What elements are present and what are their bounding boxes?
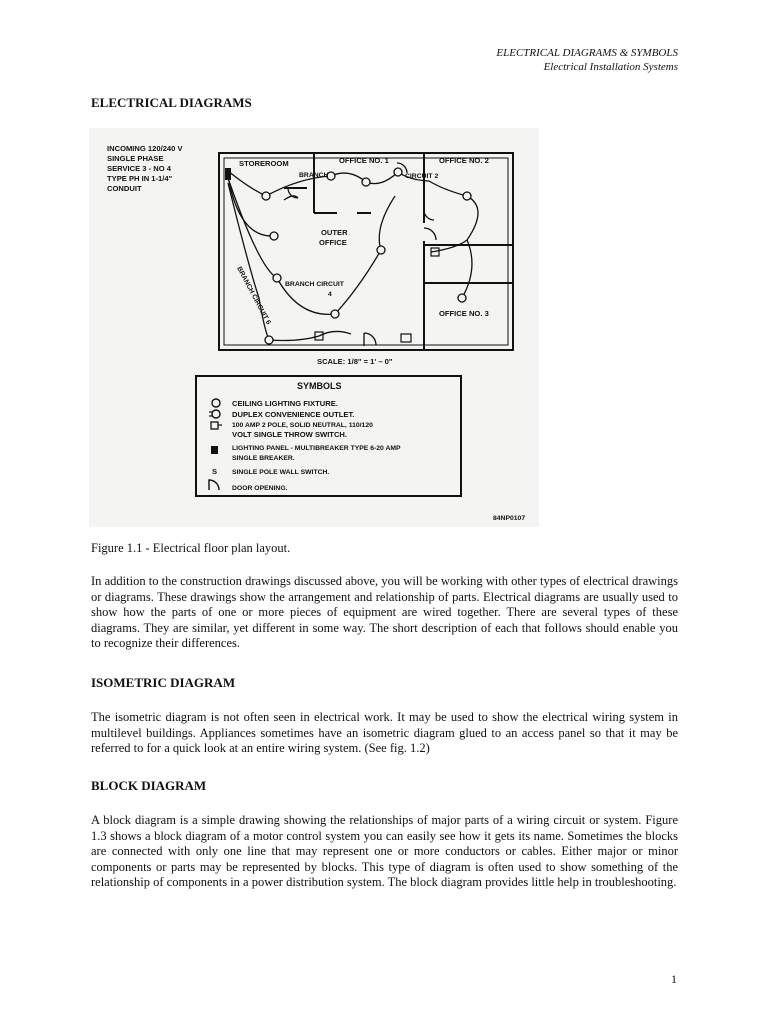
running-header-subtitle: Electrical Installation Systems	[543, 61, 678, 73]
paragraph-isometric: The isometric diagram is not often seen in electrical work. It may be used to show the electrical wiring system in multilevel buildings. Appliances sometimes have an isometric diagram glued to an access panel so that it may be referred to for a quick look at an entire wiring system. (See fig. 1.2)	[91, 710, 678, 756]
incoming-service-line-2: SINGLE PHASE	[107, 154, 164, 163]
room-label-storeroom: STOREROOM	[239, 159, 289, 168]
lighting-panel-icon	[211, 446, 218, 454]
paragraph-intro: In addition to the construction drawings discussed above, you will be working with other types of electrical drawings or diagrams. These drawings show the arrangement and relationship of parts. Electrical diagrams are usually used to show how the parts of one or more pieces of equipment are wired together. There are several types of these diagrams. They are similar, yet different in some way. The short description of each that follows should enable you to recognize their differences.	[91, 574, 678, 651]
incoming-service-line-3: SERVICE 3 - NO 4	[107, 164, 172, 173]
floor-plan-figure	[89, 128, 539, 527]
room-label-office-3: OFFICE NO. 3	[439, 309, 489, 318]
branch-circuit-4-number: 4	[328, 291, 332, 298]
symbol-door-opening: DOOR OPENING.	[232, 485, 288, 492]
incoming-service-line-1: INCOMING 120/240 V	[107, 144, 183, 153]
symbol-lighting-panel-line-2: SINGLE BREAKER.	[232, 455, 295, 462]
room-label-office-2: OFFICE NO. 2	[439, 156, 489, 165]
symbol-lighting-panel-line-1: LIGHTING PANEL - MULTIBREAKER TYPE 6-20 AMP	[232, 445, 401, 452]
room-label-office-1: OFFICE NO. 1	[339, 156, 389, 165]
branch-circuit-4-label: BRANCH CIRCUIT	[285, 281, 344, 288]
symbol-main-switch-line-1: 100 AMP 2 POLE, SOLID NEUTRAL, 110/120	[232, 422, 373, 429]
running-header-title: ELECTRICAL DIAGRAMS & SYMBOLS	[496, 47, 678, 59]
section-title-isometric: ISOMETRIC DIAGRAM	[91, 675, 236, 690]
symbol-duplex-outlet: DUPLEX CONVENIENCE OUTLET.	[232, 410, 355, 419]
incoming-service-line-4: TYPE PH IN 1-1/4"	[107, 174, 173, 183]
incoming-service-line-5: CONDUIT	[107, 184, 142, 193]
room-label-office: OFFICE	[319, 238, 347, 247]
branch-circuit-6-label: BRANCH CIRCUIT 6	[235, 265, 272, 326]
figure-caption: Figure 1.1 - Electrical floor plan layout.	[91, 541, 291, 555]
symbol-wall-switch: SINGLE POLE WALL SWITCH.	[232, 469, 330, 476]
wall-switch-icon: S	[212, 467, 218, 476]
symbol-ceiling-fixture: CEILING LIGHTING FIXTURE.	[232, 399, 338, 408]
page-number: 1	[671, 972, 677, 986]
room-label-outer: OUTER	[321, 228, 348, 237]
symbol-main-switch-line-2: VOLT SINGLE THROW SWITCH.	[232, 430, 348, 439]
symbols-title: SYMBOLS	[297, 381, 342, 391]
section-title-block: BLOCK DIAGRAM	[91, 778, 207, 793]
floor-plan-drawing	[89, 128, 539, 527]
section-title-electrical-diagrams: ELECTRICAL DIAGRAMS	[91, 95, 252, 110]
paragraph-block: A block diagram is a simple drawing showing the relationships of major parts of a wiring circuit or system. Figure 1.3 shows a block diagram of a motor control system you can easily see how it gets its name. Sometimes the blocks are connected with only one line that may represent one or more conductors or cables. Either major or minor components or parts may be represented by blocks. This type of diagram is often used to show something of the relationship of components in a power distribution system. The block diagram provides little help in troubleshooting.	[91, 813, 678, 890]
figure-code: 84NP0107	[493, 515, 526, 522]
branch-label: BRANCH	[299, 172, 329, 179]
scale-label: SCALE: 1/8" = 1' – 0"	[317, 357, 393, 366]
circuit-2-label: CIRCUIT 2	[405, 173, 439, 180]
